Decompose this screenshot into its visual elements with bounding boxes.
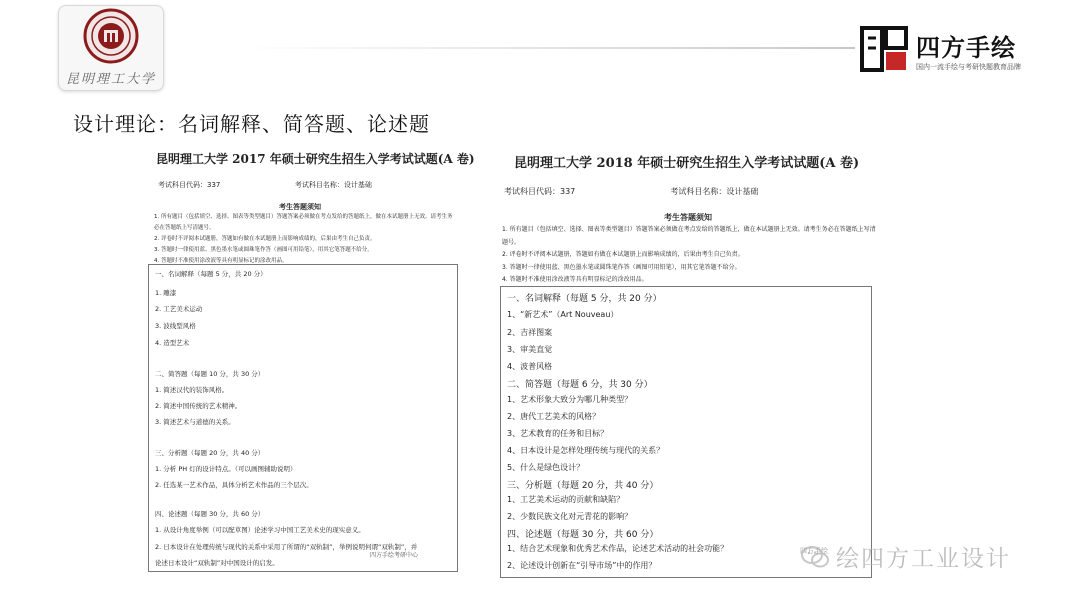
- brand-tagline: 国内一流手绘与考研快题教育品牌: [916, 63, 1021, 71]
- section-heading: 二、简答题（每题 6 分，共 30 分）: [507, 380, 653, 390]
- notice-rules: [502, 224, 878, 287]
- brand-mark-icon: [860, 24, 910, 74]
- section-heading: 二、简答题（每题 10 分，共 30 分）: [155, 370, 265, 378]
- question-item: 3、审美直觉: [507, 345, 553, 354]
- paper-title: 昆明理工大学 2018 年硕士研究生招生入学考试试题(A 卷): [514, 156, 860, 171]
- paper-meta: [504, 186, 758, 197]
- question-item: 1. 简述汉代的装饰风格。: [155, 386, 229, 394]
- paper-meta: [158, 180, 372, 190]
- question-item: 1. 雕漆: [155, 289, 177, 297]
- notice-rule: 4. 答题时不准使用涂改液等具有明显标记的涂改用品。: [502, 276, 648, 283]
- brand-logo: [860, 24, 1060, 76]
- notice-rule: 3. 答题时一律使用蓝、黑色墨水笔或圆珠笔作答（画图可用铅笔），用其它笔答题不给分。: [502, 263, 741, 271]
- subject-name: 考试科目名称：设计基础: [294, 181, 372, 189]
- subject-code: 考试科目代码：337: [158, 181, 221, 189]
- header-divider: [240, 47, 855, 49]
- question-item: 2、唐代工艺美术的风格？: [507, 412, 601, 421]
- watermark-text: 绘四方工业设计: [836, 546, 1011, 572]
- question-item: 4、日本设计是怎样处理传统与现代的关系？: [507, 446, 665, 455]
- university-seal-icon: [83, 8, 139, 64]
- question-item: 1、艺术形象大致分为哪几种类型？: [507, 395, 633, 404]
- notice-rule: 1. 所有题目（包括填空、选择、图表等类型题目）答题答案必须做在考点发给的答题纸上，做在本试题册上无效。请考生务必在答题纸上写清题号。: [154, 214, 453, 231]
- university-logo-script: 昆明理工大学: [65, 72, 156, 87]
- question-item: 2. 日本设计在处理传统与现代的关系中采用了所谓的“双轨制”，举例说明何谓“双轨制”，并: [155, 543, 418, 551]
- question-item: 1、工艺美术运动的贡献和缺陷？: [507, 495, 625, 504]
- brand-name: 四方手绘: [916, 34, 1016, 62]
- section-heading: 三、分析题（每题 20 分，共 40 分）: [507, 481, 659, 491]
- question-item: 论述日本设计“双轨制”对中国设计的启发。: [155, 559, 279, 567]
- question-item: 5、什么是绿色设计？: [507, 463, 585, 472]
- university-logo: [58, 5, 164, 91]
- question-item: 2、少数民族文化对元青花的影响？: [507, 512, 633, 521]
- question-item: 4. 造型艺术: [155, 339, 190, 347]
- paper-title: 昆明理工大学 2017 年硕士研究生招生入学考试试题(A 卷): [156, 152, 475, 166]
- question-item: 3. 波线型风格: [155, 322, 196, 330]
- notice-heading: 考生答题须知: [664, 213, 712, 222]
- question-item: 2. 任选某一艺术作品，具体分析艺术作品的三个层次。: [155, 481, 313, 489]
- question-item: 1. 分析 PH 灯的设计特点。（可以画图辅助说明）: [155, 465, 297, 473]
- notice-rule: 4. 答题时不准使用涂改液等具有明显标记的涂改用品。: [154, 258, 288, 264]
- question-item: 3. 简述艺术与道德的关系。: [155, 418, 235, 426]
- question-item: 2、论述设计创新在“引导市场”中的作用？: [507, 561, 657, 570]
- subject-code: 考试科目代码：337: [504, 187, 576, 196]
- section-heading: 一、名词解释（每题 5 分，共 20 分）: [507, 294, 662, 304]
- notice-rule: 3. 答题时一律使用蓝、黑色墨水笔或圆珠笔作答（画图可用铅笔），用其它笔答题不给分。: [154, 247, 373, 253]
- notice-rules: [154, 212, 454, 267]
- notice-rule: 2. 评卷时不评阅本试题册，答题如有做在本试题册上而影响成绩的，后果由考生自己负责。: [154, 236, 376, 242]
- question-item: 4、波普风格: [507, 362, 553, 371]
- paper-watermark: 四方手绘考研中心: [370, 552, 419, 559]
- question-box: [500, 286, 872, 578]
- question-item: 1、结合艺术现象和优秀艺术作品，论述艺术活动的社会功能？: [507, 544, 729, 553]
- question-item: 2. 简述中国传统的艺术精神。: [155, 402, 242, 410]
- section-heading: 三、分析题（每题 20 分，共 40 分）: [155, 449, 265, 457]
- notice-rule: 1. 所有题目（包括填空、选择、图表等类型题目）答题答案必须做在考点发给的答题纸上，做在本试题册上无效。请考生务必在答题纸上写清题号。: [502, 226, 876, 246]
- slide-title: 设计理论：名词解释、简答题、论述题: [73, 112, 430, 136]
- notice-heading: 考生答题须知: [279, 203, 321, 211]
- question-item: 1. 从设计角度举例（可以配草图）论述学习中国工艺美术史的现实意义。: [155, 526, 365, 534]
- section-heading: 四、论述题（每题 30 分，共 60 分）: [507, 530, 659, 540]
- watermark-right: [800, 540, 1011, 573]
- section-heading: 一、名词解释（每题 5 分，共 20 分）: [155, 270, 267, 278]
- question-item: 2、吉祥图案: [507, 328, 553, 337]
- question-item: 2. 工艺美术运动: [155, 305, 203, 313]
- subject-name: 考试科目名称：设计基础: [670, 187, 759, 196]
- question-item: 3、艺术教育的任务和目标？: [507, 429, 609, 438]
- notice-rule: 2. 评卷时不评阅本试题册，答题如有做在本试题册上而影响成绩的，后果由考生自己负责。: [502, 251, 744, 258]
- section-heading: 四、论述题（每题 30 分，共 60 分）: [155, 510, 265, 518]
- exam-paper-2017: [142, 140, 475, 572]
- watermark-small: 四方手绘: [800, 547, 828, 555]
- question-item: 1、“新艺术”（Art Nouveau）: [507, 310, 619, 319]
- question-box: [148, 264, 458, 572]
- exam-paper-2018: [496, 144, 880, 576]
